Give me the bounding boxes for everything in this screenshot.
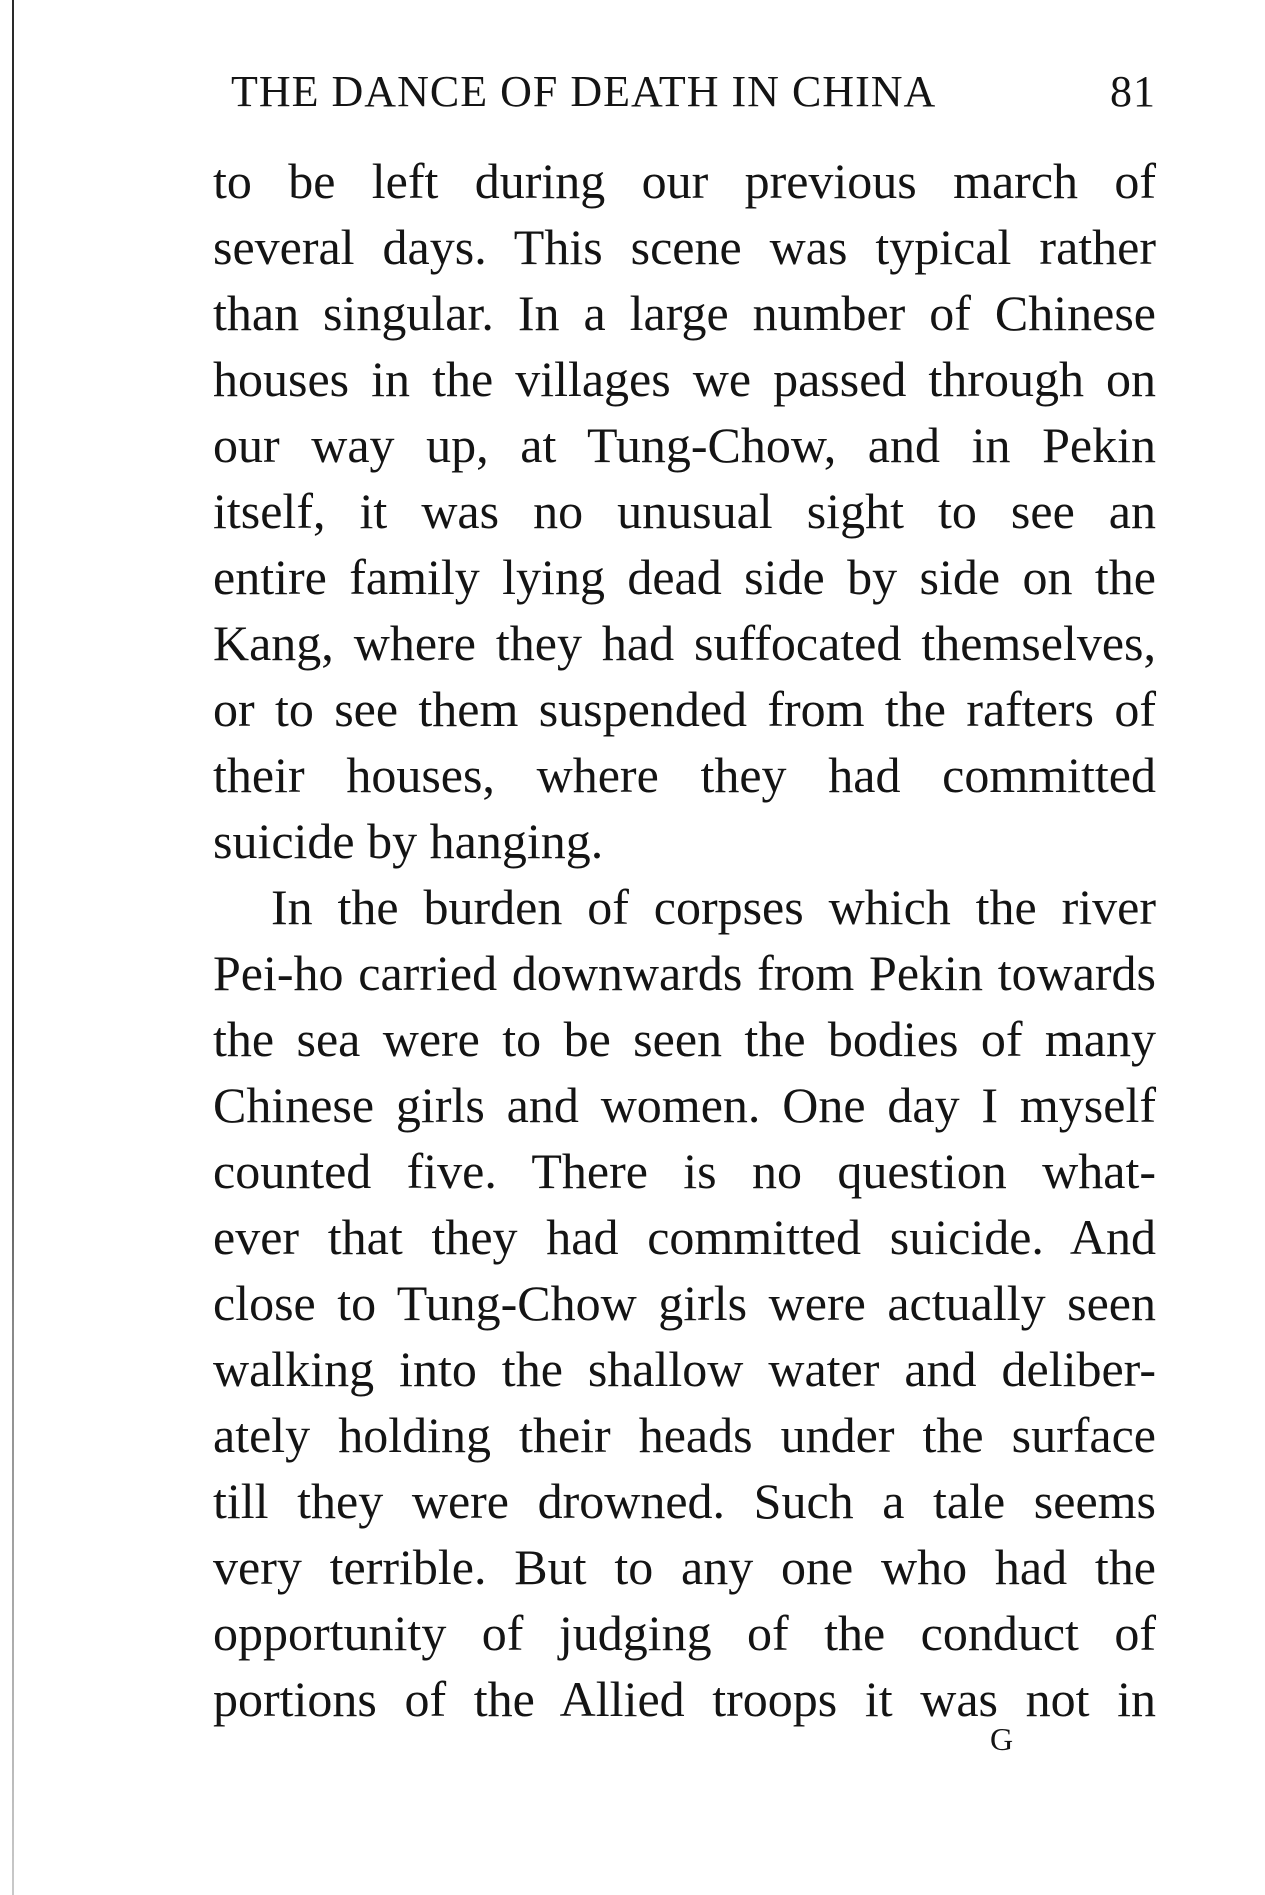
text-line: opportunity of judging of the conduct of [213, 1605, 1156, 1661]
text-line: In the burden of corpses which the river [271, 879, 1156, 935]
page-header [231, 66, 1156, 126]
text-line: itself, it was no unusual sight to see an [213, 483, 1156, 539]
text-line: entire family lying dead side by side on the [213, 549, 1156, 605]
text-line: portions of the Allied troops it was not in [213, 1671, 1156, 1727]
page-number: 81 [1110, 67, 1156, 116]
text-line: the sea were to be seen the bodies of many [213, 1011, 1156, 1067]
text-line: houses in the villages we passed through on [213, 351, 1156, 407]
text-line: their houses, where they had committed [213, 747, 1156, 803]
running-head: THE DANCE OF DEATH IN CHINA [231, 67, 937, 116]
text-line: counted five. There is no question what- [213, 1143, 1156, 1199]
text-line: our way up, at Tung-Chow, and in Pekin [213, 417, 1156, 473]
text-line: ately holding their heads under the surface [213, 1407, 1156, 1463]
text-line: very terrible. But to any one who had the [213, 1539, 1156, 1595]
text-line: close to Tung-Chow girls were actually seen [213, 1275, 1156, 1331]
signature-mark: G [990, 1721, 1015, 1757]
text-line: ever that they had committed suicide. And [213, 1209, 1156, 1265]
paragraph-1 [213, 148, 1156, 874]
text-line: or to see them suspended from the rafters of [213, 681, 1156, 737]
paragraph-2 [213, 874, 1156, 1732]
text-line: to be left during our previous march of [213, 153, 1156, 209]
scan-edge-line [12, 0, 14, 1895]
text-line: than singular. In a large number of Chinese [213, 285, 1156, 341]
text-line: Chinese girls and women. One day I myself [213, 1077, 1156, 1133]
text-line: walking into the shallow water and deliber- [213, 1341, 1156, 1397]
text-line: till they were drowned. Such a tale seems [213, 1473, 1156, 1529]
text-line: Kang, where they had suffocated themselves, [213, 615, 1156, 671]
text-line: Pei-ho carried downwards from Pekin towards [213, 945, 1156, 1001]
body-text [213, 148, 1156, 1732]
text-line: several days. This scene was typical rather [213, 219, 1156, 275]
text-line: suicide by hanging. [213, 813, 604, 869]
